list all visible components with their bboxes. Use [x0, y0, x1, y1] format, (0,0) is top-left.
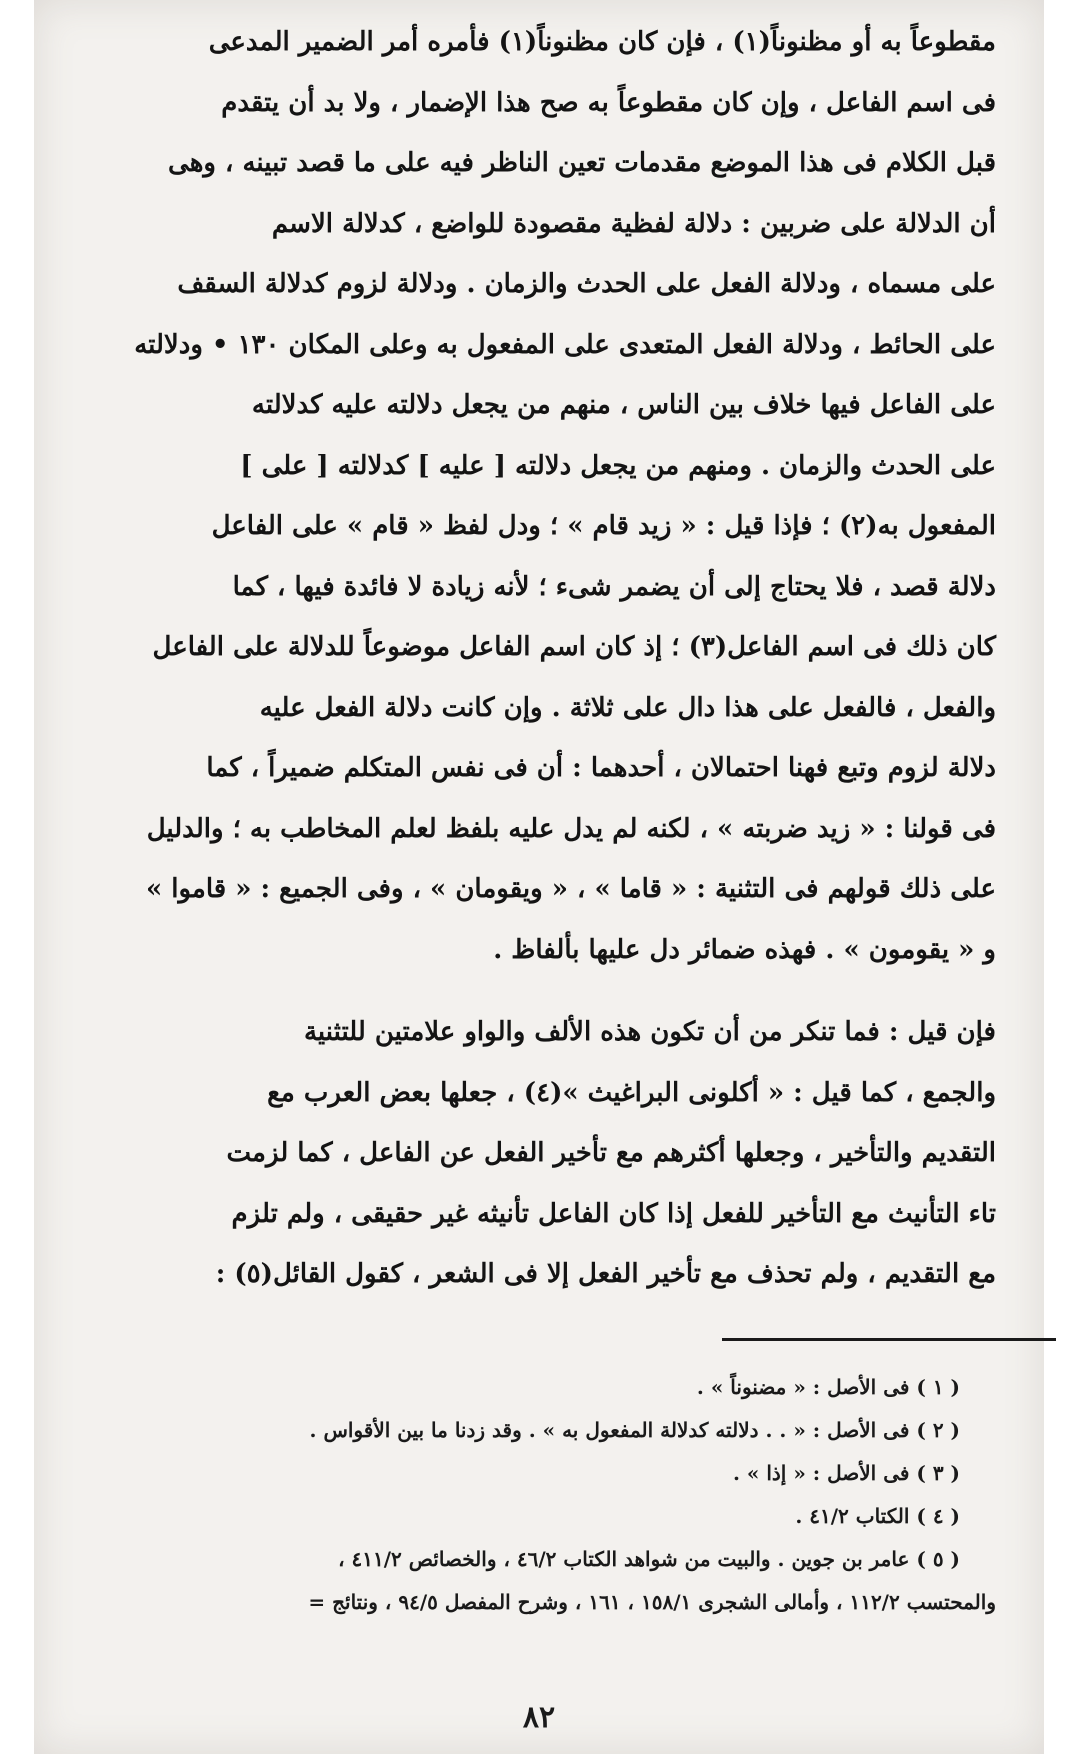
- text-line: تاء التأنيث مع التأخير للفعل إذا كان الفاعل تأنيثه غير حقيقى ، ولم تلزم: [231, 1198, 996, 1229]
- text-line: على الفاعل فيها خلاف بين الناس ، منهم من يجعل دلالته عليه كدلالته: [251, 390, 996, 420]
- text-line: على مسماه ، ودلالة الفعل على الحدث والزمان . ودلالة لزوم كدلالة السقف: [177, 269, 996, 299]
- footnote-4: ( ٤ ) الكتاب ٤١/٢ .: [795, 1504, 960, 1528]
- footnote-3: ( ٣ ) فى الأصل : « إذا » .: [732, 1461, 960, 1485]
- text-line: دلالة لزوم وتبع فهنا احتمالان ، أحدهما : أن فى نفس المتكلم ضميراً ، كما: [206, 753, 996, 783]
- footnote-5-continued: والمحتسب ١١٢/٢ ، وأمالى الشجرى ١٥٨/١ ، ١٦١ ، وشرح المفصل ٩٤/٥ ، ونتائج =: [308, 1590, 996, 1614]
- text-line: قبل الكلام فى هذا الموضع مقدمات تعين الناظر فيه على ما قصد تبينه ، وهى: [168, 148, 996, 178]
- text-line: والفعل ، فالفعل على هذا دال على ثلاثة . وإن كانت دلالة الفعل عليه: [259, 692, 996, 723]
- footnote-1: ( ١ ) فى الأصل : « مضنوناً » .: [696, 1375, 960, 1399]
- footnotes: [82, 1366, 996, 1624]
- text-line: دلالة قصد ، فلا يحتاج إلى أن يضمر شىء ؛ لأنه زيادة لا فائدة فيها ، كما: [232, 571, 996, 602]
- footnote-2: ( ٢ ) فى الأصل : « . . دلالته كدلالة المفعول به » . وقد زدنا ما بين الأقواس .: [309, 1418, 960, 1442]
- footnote-5: ( ٥ ) عامر بن جوين . والبيت من شواهد الكتاب ٤٦/٢ ، والخصائص ٤١١/٢ ،: [338, 1547, 960, 1571]
- text-line: والجمع ، كما قيل : « أكلونى البراغيث »(٤) ، جعلها بعض العرب مع: [267, 1077, 996, 1108]
- text-line: التقديم والتأخير ، وجعلها أكثرهم مع تأخير الفعل عن الفاعل ، كما لزمت: [226, 1138, 996, 1168]
- page-number: ٨٢: [522, 1700, 556, 1735]
- text-line: المفعول به(٢) ؛ فإذا قيل : « زيد قام » ؛ ودل لفظ « قام » على الفاعل: [211, 511, 996, 541]
- text-line: مع التقديم ، ولم تحذف مع تأخير الفعل إلا فى الشعر ، كقول القائل(٥) :: [215, 1259, 996, 1289]
- text-line: على ذلك قولهم فى التثنية : « قاما » ، « ويقومان » ، وفى الجميع : « قاموا »: [145, 874, 996, 904]
- footnote-divider: [722, 1338, 1056, 1341]
- text-line: فى قولنا : « زيد ضربته » ، لكنه لم يدل عليه بلفظ لعلم المخاطب به ؛ والدليل: [146, 813, 996, 844]
- book-page: [34, 0, 1044, 1754]
- text-line: فى اسم الفاعل ، وإن كان مقطوعاً به صح هذا الإضمار ، ولا بد أن يتقدم: [221, 87, 996, 118]
- text-line: على الحائط ، ودلالة الفعل المتعدى على المفعول به وعلى المكان ١٣٠ • ودلالته: [134, 329, 996, 360]
- text-line: و « يقومون » . فهذه ضمائر دل عليها بألفاظ .: [493, 934, 996, 965]
- text-line: كان ذلك فى اسم الفاعل(٣) ؛ إذ كان اسم الفاعل موضوعاً للدلالة على الفاعل: [152, 632, 996, 662]
- text-line: مقطوعاً به أو مظنوناً(١) ، فإن كان مظنوناً(١) فأمره أمر الضمير المدعى: [208, 27, 996, 57]
- text-line: على الحدث والزمان . ومنهم من يجعل دلالته [ عليه ] كدلالته [ على ]: [240, 450, 996, 481]
- main-text: [82, 12, 996, 1305]
- text-line: أن الدلالة على ضربين : دلالة لفظية مقصودة للواضع ، كدلالة الاسم: [271, 208, 996, 239]
- text-line: فإن قيل : فما تنكر من أن تكون هذه الألف والواو علامتين للتثنية: [303, 1017, 996, 1047]
